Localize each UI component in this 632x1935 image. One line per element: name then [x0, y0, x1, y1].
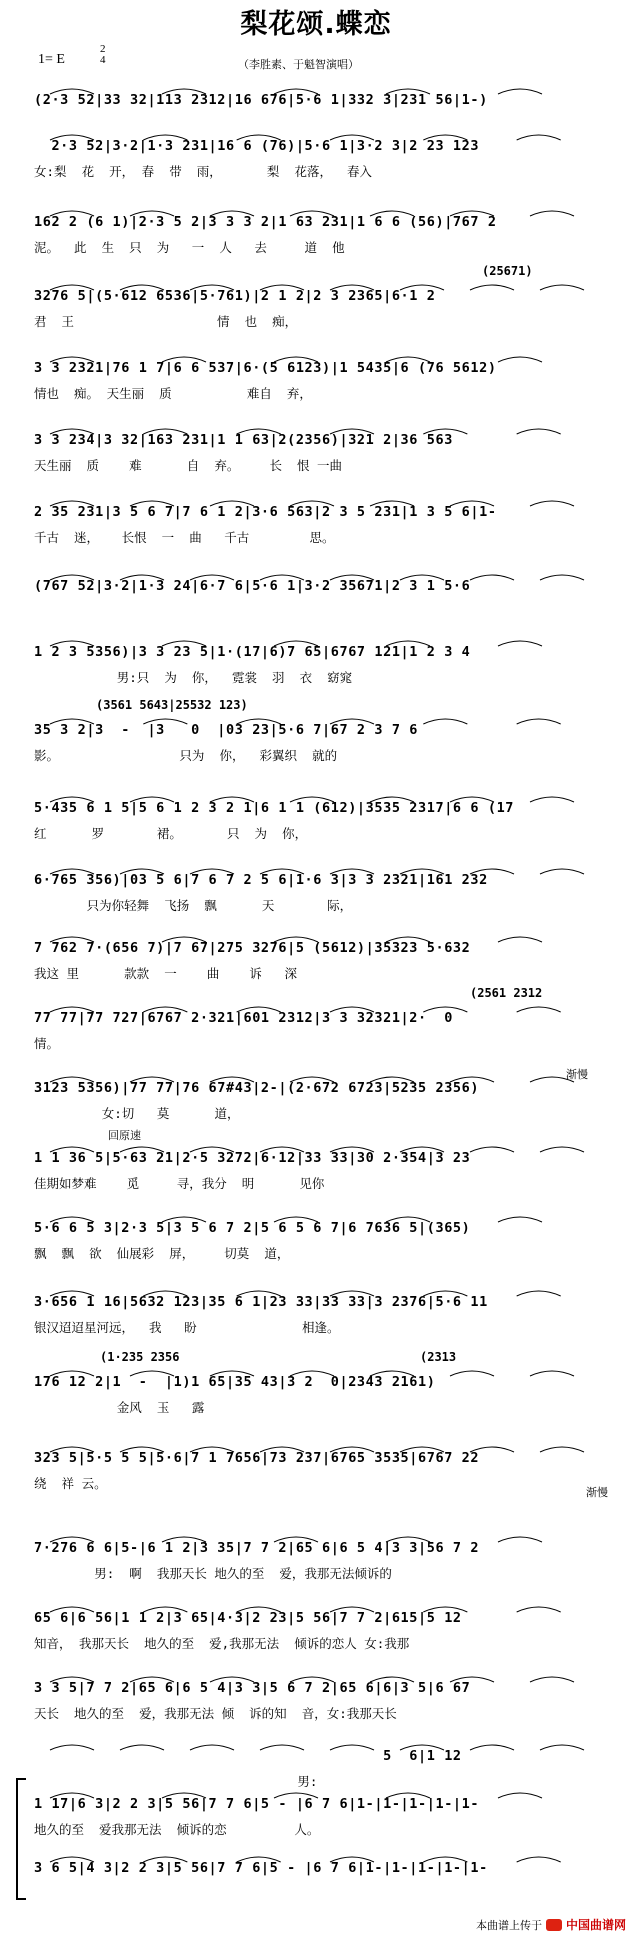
- notation-line: 2 35 231|3 5 6 7|7 6 1 2|3·6 563|2 3 5 231|1 3 5 6|1-: [34, 504, 497, 520]
- lyrics-line: 影。 只为 你， 彩翼织 就的: [34, 748, 338, 763]
- grace-note-group: (3561 5643|25532 123): [96, 698, 248, 712]
- site-logo-text: 中国曲谱网: [565, 1918, 626, 1932]
- lyrics-line: 男:只 为 你， 霓裳 羽 衣 窈窕: [34, 670, 353, 685]
- lyrics-line: 男: 啊 我那天长 地久的至 爱，我那无法倾诉的: [34, 1566, 392, 1581]
- key-signature: 1= E: [38, 52, 65, 67]
- notation-line: 6·765 356)|03 5 6|7 6 7 2 5 6|1·6 3|3 3 2321|161 232: [34, 872, 488, 888]
- tempo-mark-slow-2: 渐慢: [586, 1486, 608, 1499]
- notation-line: 5·435 6 1 5|5 6 1 2 3 2 1|6 1 1 (612)|3535 2317|6 6 (17: [34, 800, 515, 816]
- notation-line: 65 6|6 56|1 1 2|3 65|4·3|2 23|5 56|7 7 2|615|5 12: [34, 1610, 462, 1626]
- meter-bottom: 4: [100, 54, 106, 66]
- grace-note-group: (1·235 2356: [100, 1350, 180, 1364]
- lyrics-line: 君 王 情 也 痴，: [34, 314, 298, 329]
- notation-line: (767 52|3·2|1·3 24|6·7 6|5·6 1|3·2 35671|2 3 1 5·6: [34, 578, 471, 594]
- lyrics-line: 天生丽 质 难 自 弃。 长 恨 一曲: [34, 458, 343, 473]
- notation-line: 5·6 6 5 3|2·3 5|3 5 6 7 2|5 6 5 6 7|6 7636 5|(365): [34, 1220, 471, 1236]
- lyrics-line: 女:切 莫 道，: [34, 1106, 240, 1121]
- notation-line: 7 762 7·(656 7)|7 67|275 3276|5 (5612)|35323 5·632: [34, 940, 471, 956]
- lyrics-line: 佳期如梦难 觅 寻，我分 明 见你: [34, 1176, 325, 1191]
- singers-credit: （李胜素、于魁智演唱）: [238, 58, 359, 71]
- notation-line: 3 3 2321|76 1 7|6 6 537|6·(5 6123)|1 5435|6 (76 5612): [34, 360, 497, 376]
- notation-line: 1 1 36 5|5·63 21|2·5 3272|6·12|33 33|30 2·354|3 23: [34, 1150, 471, 1166]
- lyrics-line: 地久的至 爱我那无法 倾诉的恋 人。: [34, 1822, 320, 1837]
- tempo-mark-back: 回原速: [108, 1129, 141, 1142]
- duet-brace: [16, 1778, 26, 1900]
- footer: [476, 1916, 626, 1933]
- notation-line: 1 2 3 5356)|3 3 23 5|1·(17|6)7 65|6767 121|1 2 3 4: [34, 644, 471, 660]
- lyrics-line: 情。: [34, 1036, 60, 1051]
- lyrics-line: 情也 痴。 天生丽 质 难自 弃，: [34, 386, 312, 401]
- notation-line: 162 2 (6 1)|2·3 5 2|3 3 3 2|1 63 231|1 6 6 (56)|767 2: [34, 214, 497, 230]
- notation-line: (2·3 52|33 32|113 2312|16 676|5·6 1|332 3|231 56|1-): [34, 92, 488, 108]
- notation-line: 2·3 52|3·2|1·3 231|16 6 (76)|5·6 1|3·2 3|2 23 123: [34, 138, 480, 154]
- notation-line: 1 17|6 3|2 2 3|5 56|7 7 6|5 - |6 7 6|1-|1-|1-|1-|1-: [34, 1796, 480, 1812]
- lyrics-line: 男:: [34, 1774, 318, 1789]
- lyrics-line: 只为你轻舞 飞扬 飘 天 际，: [34, 898, 353, 913]
- grace-note-group: (2313: [420, 1350, 457, 1364]
- notation-line: 5 6|1 12: [34, 1748, 462, 1764]
- notation-line: 3 6 5|4 3|2 2 3|5 56|7 7 6|5 - |6 7 6|1-|1-|1-|1-|1-: [34, 1860, 488, 1876]
- notation-line: 3123 5356)|77 77|76 67#43|2-|(2·672 6723|5235 2356): [34, 1080, 480, 1096]
- notation-line: 3276 5|(5·612 6536|5·761)|2 1 2|2 3 2365|6·1 2: [34, 288, 436, 304]
- time-signature: [100, 44, 106, 66]
- notation-line: 3·656 1 16|5632 123|35 6 1|23 33|33 33|3 2376|5·6 11: [34, 1294, 488, 1310]
- lyrics-line: 知音， 我那天长 地久的至 爱,我那无法 倾诉的恋人 女:我那: [34, 1636, 410, 1651]
- lyrics-line: 泥。 此 生 只 为 一 人 去 道 他: [34, 240, 345, 255]
- notation-line: 176 12 2|1 - |1)1 65|35 43|3 2 0|2343 2161): [34, 1374, 436, 1390]
- notation-line: 3 3 234|3 32|163 231|1 1 63|2(2356)|321 2|36 563: [34, 432, 453, 448]
- lyrics-line: 女:梨 花 开， 春 带 雨， 梨 花落， 春入: [34, 164, 373, 179]
- lyrics-line: 千古 迷， 长恨 一 曲 千古 思。: [34, 530, 335, 545]
- site-logo-icon: [546, 1919, 562, 1931]
- grace-note-group: (2561 2312: [470, 986, 543, 1000]
- notation-line: 3 3 5|7 7 2|65 6|6 5 4|3 3|5 6 7 2|65 6|6|3 5|6 67: [34, 1680, 471, 1696]
- footer-text: 本曲谱上传于: [475, 1918, 542, 1932]
- tempo-mark-slow: 渐慢: [566, 1068, 588, 1081]
- lyrics-line: 飘 飘 欲 仙展彩 屏， 切莫 道，: [34, 1246, 290, 1261]
- notation-line: 35 3 2|3 - |3 0 |03 23|5·6 7|67 2 3 7 6: [34, 722, 419, 738]
- lyrics-line: 绕 祥 云。: [34, 1476, 107, 1491]
- notation-line: 323 5|5·5 5 5|5·6|7 1 7656|73 237|6765 3535|6767 22: [34, 1450, 480, 1466]
- notation-line: 7·276 6 6|5-|6 1 2|3 35|7 7 2|65 6|6 5 4|3 3|56 7 2: [34, 1540, 480, 1556]
- lyrics-line: 金风 玉 露: [34, 1400, 205, 1415]
- grace-note-group: (25671): [482, 264, 533, 278]
- lyrics-line: 银汉迢迢星河远， 我 盼 相逢。: [34, 1320, 340, 1335]
- lyrics-line: 红 罗 裙。 只 为 你，: [34, 826, 308, 841]
- song-title: 梨花颂.蝶恋: [240, 9, 392, 40]
- lyrics-line: 我这 里 款款 一 曲 诉 深: [34, 966, 298, 981]
- notation-line: 77 77|77 727|6767 2·321|601 2312|3 3 32321|2· 0: [34, 1010, 453, 1026]
- lyrics-line: 天长 地久的至 爱，我那无法 倾 诉的知 音，女:我那天长: [34, 1706, 397, 1721]
- meter-top: 2: [100, 43, 106, 55]
